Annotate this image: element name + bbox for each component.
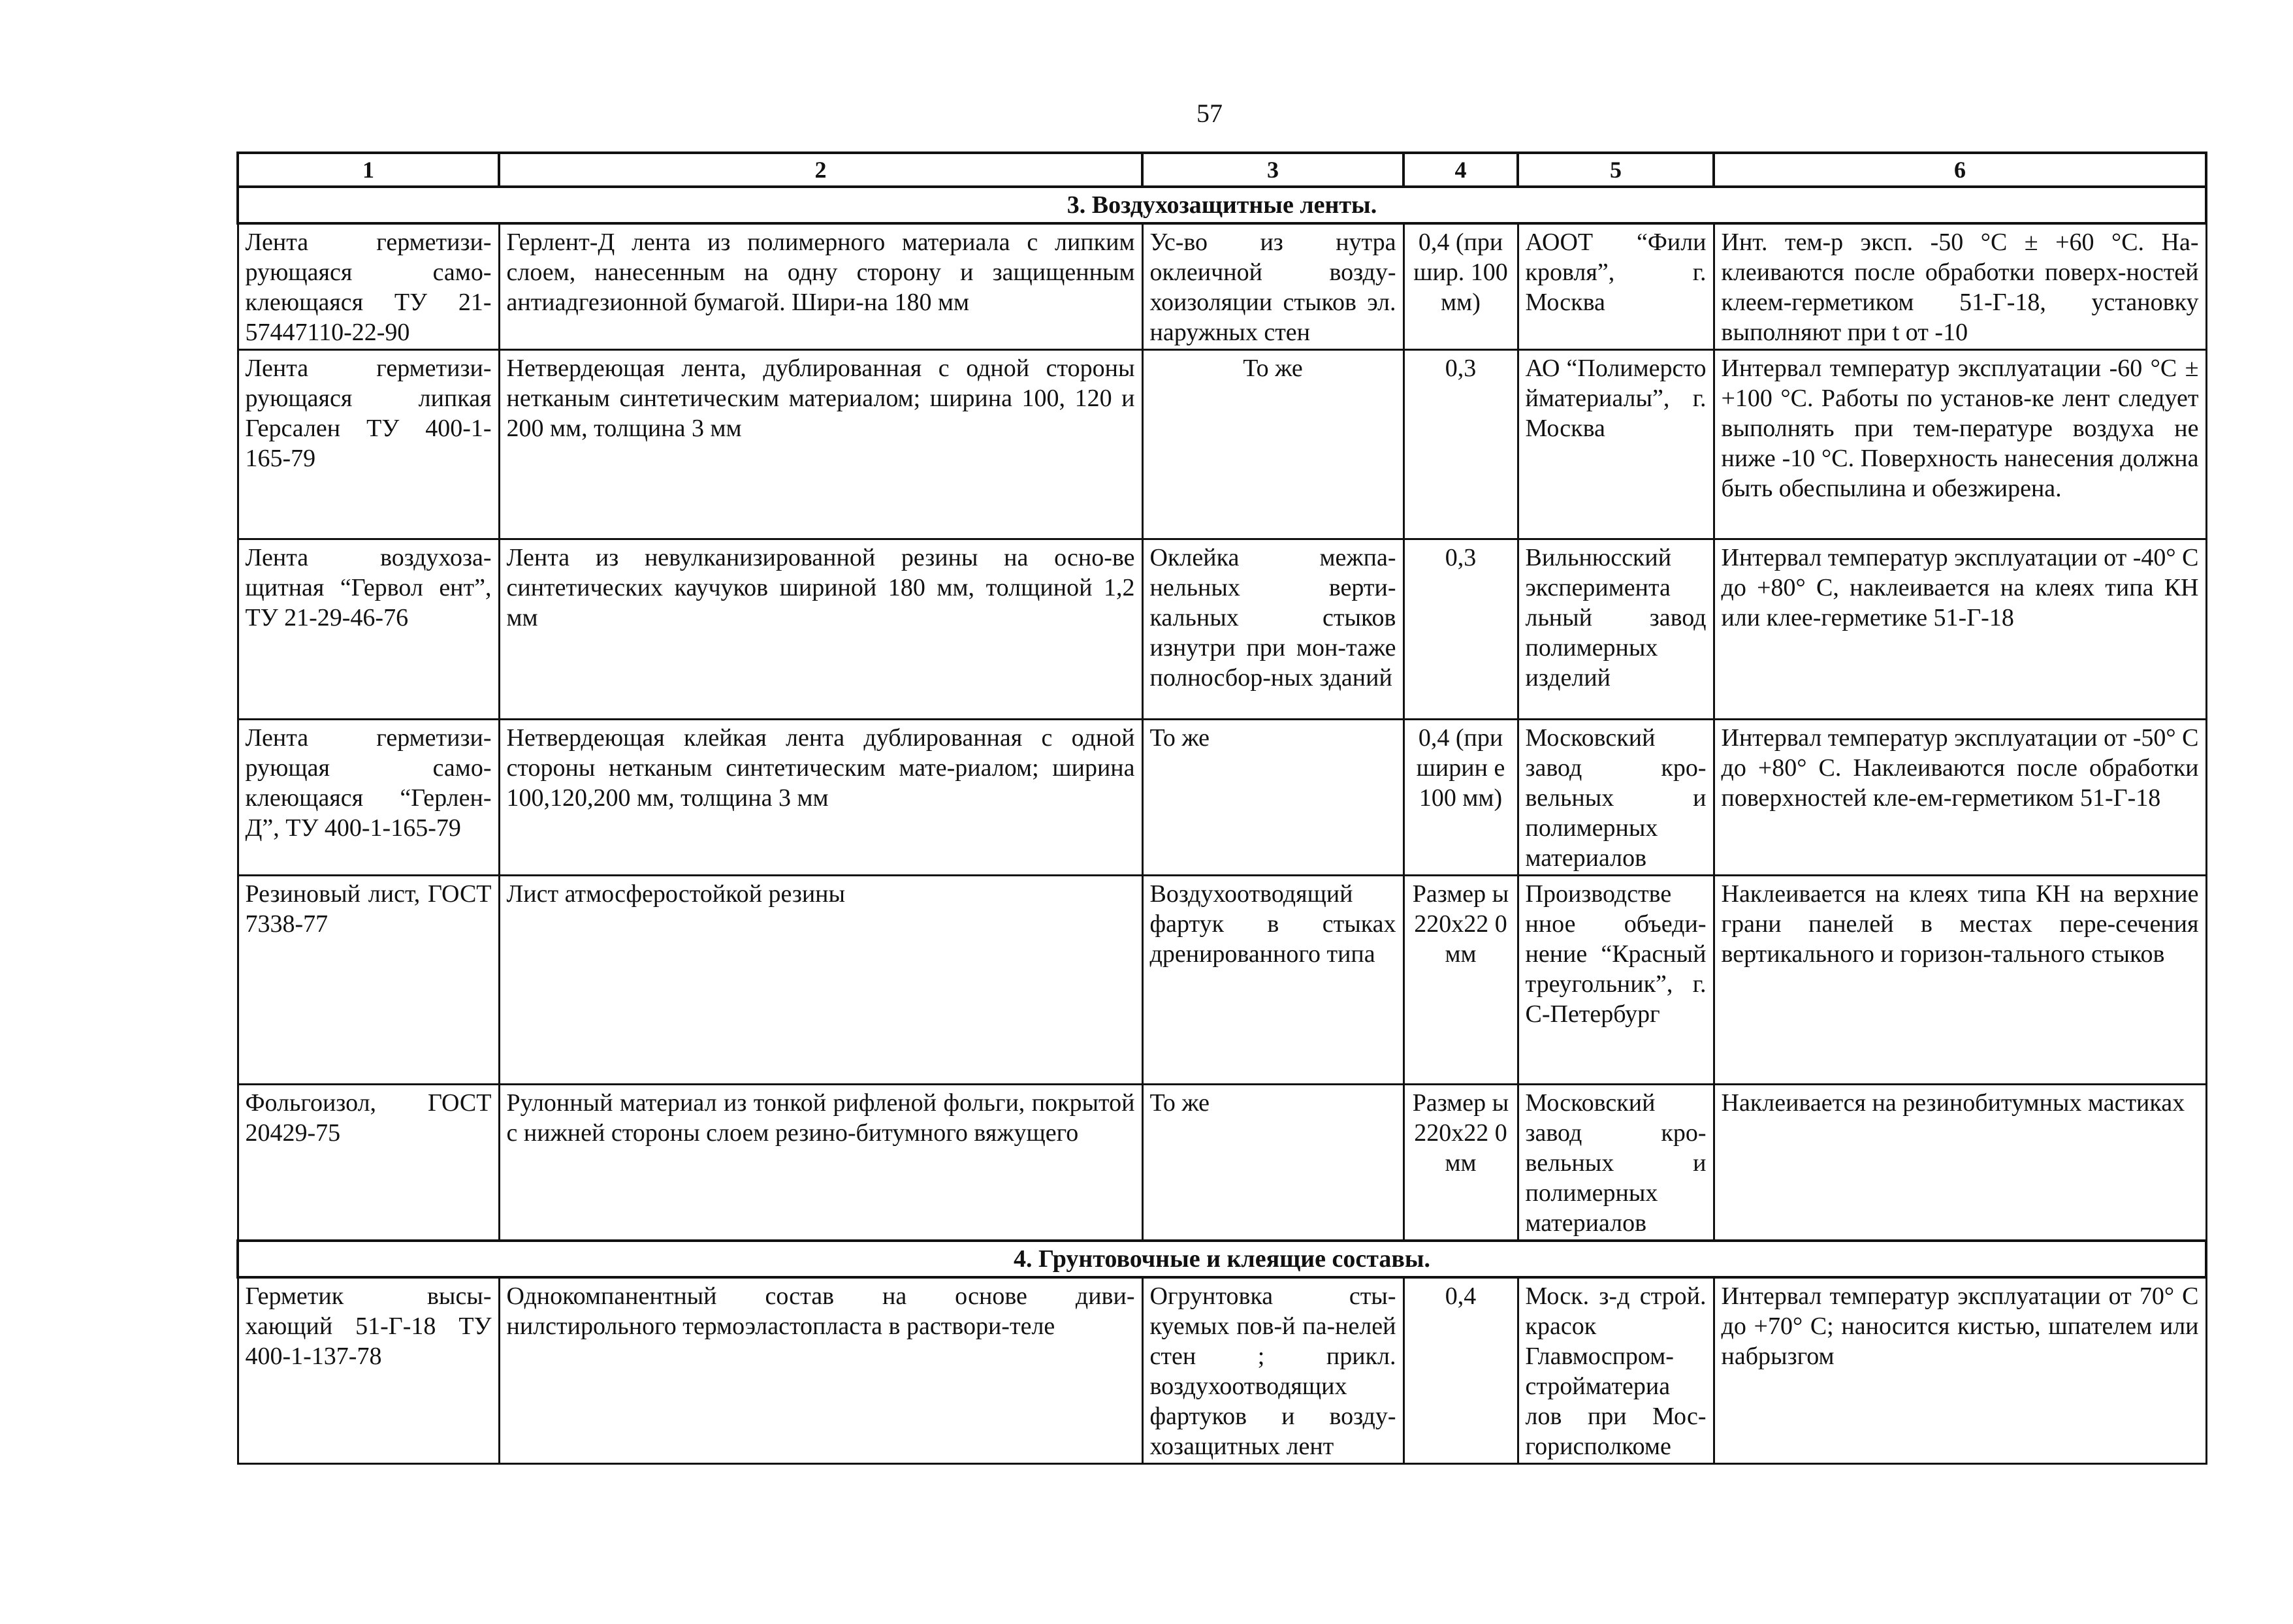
cell-notes: Наклеивается на резинобитумных мастиках — [1714, 1085, 2206, 1241]
cell-thickness: 0,4 (при ширин е 100 мм) — [1403, 720, 1518, 876]
cell-manufacturer: Моск. з-д строй. красок Главмоспром-стройматериа лов при Мос-горисполкоме — [1518, 1277, 1714, 1464]
cell-manufacturer: Вильнюсский эксперимента льный завод полимерных изделий — [1518, 539, 1714, 720]
cell-thickness: 0,3 — [1403, 539, 1518, 720]
cell-application: То же — [1142, 350, 1403, 539]
cell-notes: Интервал температур эксплуатации от 70° С до +70° С; наносится кистью, шпателем или набрызгом — [1714, 1277, 2206, 1464]
cell-notes: Интервал температур эксплуатации от -50° С до +80° С. Наклеиваются после обработки поверхностей кле-ем-герметиком 51-Г-18 — [1714, 720, 2206, 876]
column-header-3: 3 — [1142, 153, 1403, 187]
cell-thickness: 0,3 — [1403, 350, 1518, 539]
cell-description: Лента из невулканизированной резины на осно-ве синтетических каучуков шириной 180 мм, толщиной 1,2 мм — [499, 539, 1142, 720]
column-header-5: 5 — [1518, 153, 1714, 187]
cell-application: Воздухоотводящий фартук в стыках дренированного типа — [1142, 876, 1403, 1085]
cell-material-name: Лента воздухоза-щитная “Гервол ент”, ТУ 21-29-46-76 — [238, 539, 499, 720]
cell-application: Оклейка межпа-нельных верти-кальных стыков изнутри при мон-таже полносбор-ных зданий — [1142, 539, 1403, 720]
cell-notes: Инт. тем-р эксп. -50 °С ± +60 °С. На-клеиваются после обработки поверх-ностей клеем-герметиком 51-Г-18, установку выполняют при t от -10 — [1714, 223, 2206, 350]
cell-material-name: Резиновый лист, ГОСТ 7338-77 — [238, 876, 499, 1085]
cell-material-name: Лента герметизи-рующаяся липкая Герсален ТУ 400-1-165-79 — [238, 350, 499, 539]
cell-application: То же — [1142, 1085, 1403, 1241]
section-heading-row — [238, 1241, 2206, 1277]
table-row — [238, 1277, 2206, 1464]
column-header-row — [238, 153, 2206, 187]
cell-manufacturer: АО “Полимерсто йматериалы”, г. Москва — [1518, 350, 1714, 539]
cell-application: То же — [1142, 720, 1403, 876]
section-title: 4. Грунтовочные и клеящие составы. — [238, 1241, 2206, 1277]
cell-material-name: Фольгоизол, ГОСТ 20429-75 — [238, 1085, 499, 1241]
section-title: 3. Воздухозащитные ленты. — [238, 187, 2206, 223]
cell-material-name: Герметик высы-хающий 51-Г-18 ТУ 400-1-137-78 — [238, 1277, 499, 1464]
cell-notes: Наклеивается на клеях типа КН на верхние грани панелей в местах пере-сечения вертикального и горизон-тального стыков — [1714, 876, 2206, 1085]
cell-description: Однокомпанентный состав на основе диви-нилстирольного термоэластопласта в раствори-теле — [499, 1277, 1142, 1464]
table-row — [238, 876, 2206, 1085]
cell-manufacturer: Московский завод кро-вельных и полимерных материалов — [1518, 720, 1714, 876]
table-row — [238, 223, 2206, 350]
cell-thickness: Размер ы 220х22 0 мм — [1403, 1085, 1518, 1241]
section-heading-row — [238, 187, 2206, 223]
cell-description: Герлент-Д лента из полимерного материала с липким слоем, нанесенным на одну сторону и защищенным антиадгезионной бумагой. Шири-на 180 мм — [499, 223, 1142, 350]
materials-table — [236, 151, 2207, 1465]
cell-notes: Интервал температур эксплуатации от -40° С до +80° С, наклеивается на клеях типа КН или клее-герметике 51-Г-18 — [1714, 539, 2206, 720]
cell-notes: Интервал температур эксплуатации -60 °С ± +100 °С. Работы по установ-ке лент следует выполнять при тем-пературе воздуха не ниже -10 °С. Поверхность нанесения должна быть обеспылина и обезжирена. — [1714, 350, 2206, 539]
column-header-2: 2 — [499, 153, 1142, 187]
cell-application: Огрунтовка сты-куемых пов-й па-нелей стен ; прикл. воздухоотводящих фартуков и возду-хозащитных лент — [1142, 1277, 1403, 1464]
cell-manufacturer: Московский завод кро-вельных и полимерных материалов — [1518, 1085, 1714, 1241]
column-header-4: 4 — [1403, 153, 1518, 187]
cell-description: Нетвердеющая клейкая лента дублированная с одной стороны нетканым синтетическим мате-риалом; ширина 100,120,200 мм, толщина 3 мм — [499, 720, 1142, 876]
cell-material-name: Лента герметизи-рующаяся само-клеющаяся ТУ 21-57447110-22-90 — [238, 223, 499, 350]
table-row — [238, 539, 2206, 720]
cell-thickness: 0,4 (при шир. 100 мм) — [1403, 223, 1518, 350]
cell-manufacturer: Производстве нное объеди-нение “Красный треугольник”, г. С-Петербург — [1518, 876, 1714, 1085]
cell-description: Нетвердеющая лента, дублированная с одной стороны нетканым синтетическим материалом; ширина 100, 120 и 200 мм, толщина 3 мм — [499, 350, 1142, 539]
cell-thickness: 0,4 — [1403, 1277, 1518, 1464]
table-row — [238, 1085, 2206, 1241]
cell-application: Ус-во из нутра оклеичной возду-хоизоляции стыков эл. наружных стен — [1142, 223, 1403, 350]
table-row — [238, 350, 2206, 539]
cell-description: Лист атмосферостойкой резины — [499, 876, 1142, 1085]
cell-manufacturer: АООТ “Фили кровля”, г. Москва — [1518, 223, 1714, 350]
cell-description: Рулонный материал из тонкой рифленой фольги, покрытой с нижней стороны слоем резино-битумного вяжущего — [499, 1085, 1142, 1241]
column-header-1: 1 — [238, 153, 499, 187]
table-row — [238, 720, 2206, 876]
page-number: 57 — [1196, 99, 1223, 128]
column-header-6: 6 — [1714, 153, 2206, 187]
cell-material-name: Лента герметизи-рующая само-клеющаяся “Герлен-Д”, ТУ 400-1-165-79 — [238, 720, 499, 876]
cell-thickness: Размер ы 220х22 0 мм — [1403, 876, 1518, 1085]
